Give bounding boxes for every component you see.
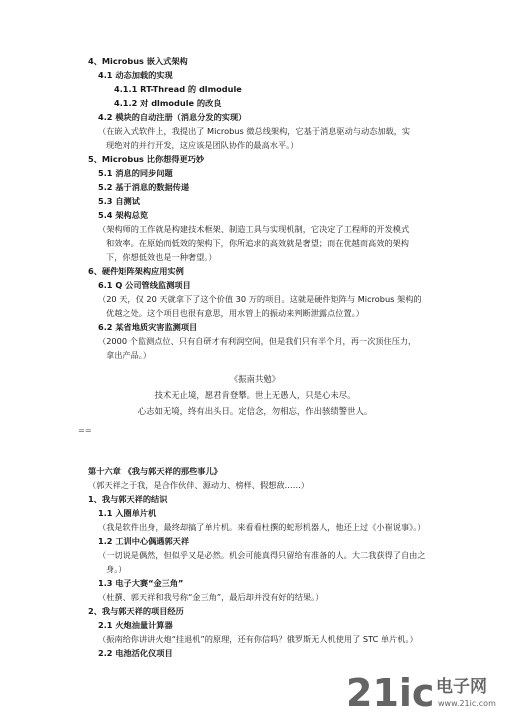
paragraph-ch16-2-1: （振南给你讲讲火炮“挂退机”的原理，还有你信吗？俄罗斯无人机使用了 STC 单片机。） [98,634,418,644]
paragraph-5-4-l1: （架构师的工作就是构建技术框架、制造工具与实现机制，它决定了工程师的开发模式 [98,224,410,234]
svg-text:www.21ic.com: www.21ic.com [438,699,496,708]
heading-ch16-1-2: 1.2 工训中心偶遇郭天祥 [98,536,190,546]
heading-ch16-2: 2、我与郭天祥的项目经历 [88,606,184,616]
heading-6-2: 6.2 某省地质灾害监测项目 [98,322,198,332]
chapter-16-intro: （郭天祥之于我，是合作伙伴、源动力、榜样、假想敌……） [88,480,310,490]
heading-5-2: 5.2 基于消息的数据传递 [98,182,190,192]
svg-text:21ic: 21ic [346,671,435,715]
heading-ch16-1-3: 1.3 电子大赛“金三角” [98,578,184,588]
paragraph-6-1-l1: （20 天，仅 20 天就拿下了这个价值 30 万的项目。这就是硬件矩阵与 Microbus 架构的 [98,294,422,304]
heading-5-4: 5.4 架构总览 [98,210,149,220]
heading-ch16-1: 1、我与郭天祥的结识 [88,494,168,504]
heading-6-1: 6.1 Q 公司管线监测项目 [98,280,191,290]
site-watermark-logo [344,666,504,716]
chapter-16-title: 第十六章 《我与郭天祥的那些事儿》 [88,466,222,476]
paragraph-6-2-l1: （2000 个监测点位、只有自研才有利润空间，但是我们只有半个月，再一次顶住压力， [98,336,417,346]
heading-5: 5、Microbus 比你想得更巧妙 [88,154,205,164]
paragraph-ch16-1-2-l1: （一切说是偶然，但似乎又是必然。机会可能真得只留给有准备的人。大二我获得了自由之 [98,550,426,560]
paragraph-4-2-l2: 现绝对的并行开发，这应该是团队协作的最高水平。） [106,140,299,150]
paragraph-5-4-l3: 下，你想低效也是一种奢望。） [106,252,217,262]
paragraph-5-4-l2: 和效率。在原始而低效的架构下，你所追求的高效就是奢望；而在优越而高效的架构 [106,238,409,248]
paragraph-ch16-1-3: （杜撰、郭天祥和我号称“金三角”，最后却并没有好的结果。） [98,592,324,602]
paragraph-ch16-1-1: （我是软件出身，最终却搞了单片机。来看看杜撰的蛇形机器人，他还上过《小崔说事》。） [98,522,426,532]
heading-4-1-2: 4.1.2 对 dlmodule 的改良 [114,98,222,108]
heading-5-3: 5.3 自测试 [98,196,140,206]
heading-ch16-2-1: 2.1 火炮油量计算器 [98,620,173,630]
paragraph-ch16-1-2-l2: 身。） [106,564,127,574]
poem-title: 《振南共勉》 [229,374,281,384]
heading-4-2: 4.2 模块的自动注册（消息分发的实现） [98,112,247,122]
poem-line-2: 心志如无境，终有出头日。定信念，勿相忘，作出骇绩警世人。 [137,406,373,416]
heading-4: 4、Microbus 嵌入式架构 [88,56,188,66]
heading-5-1: 5.1 消息的同步问题 [98,168,173,178]
paragraph-6-1-l2: 优越之处。这个项目也很有意思，用水管上的振动来判断泄露点位置。） [106,308,364,318]
separator: == [78,425,92,435]
heading-4-1-1: 4.1.1 RT-Thread 的 dlmodule [114,84,242,94]
heading-ch16-2-2: 2.2 电池活化仪项目 [98,648,173,658]
svg-text:电子网: 电子网 [436,677,487,697]
poem-line-1: 技术无止境，愿君肯登攀。世上无愚人，只是心未尽。 [154,390,356,400]
heading-4-1: 4.1 动态加载的实现 [98,70,173,80]
paragraph-6-2-l2: 拿出产品。） [106,350,152,360]
heading-6: 6、硬件矩阵架构应用实例 [88,266,184,276]
heading-ch16-1-1: 1.1 入圈单片机 [98,508,157,518]
paragraph-4-2-l1: （在嵌入式软件上，我提出了 Microbus 微总线架构，它基于消息驱动与动态加载，实 [98,126,411,136]
